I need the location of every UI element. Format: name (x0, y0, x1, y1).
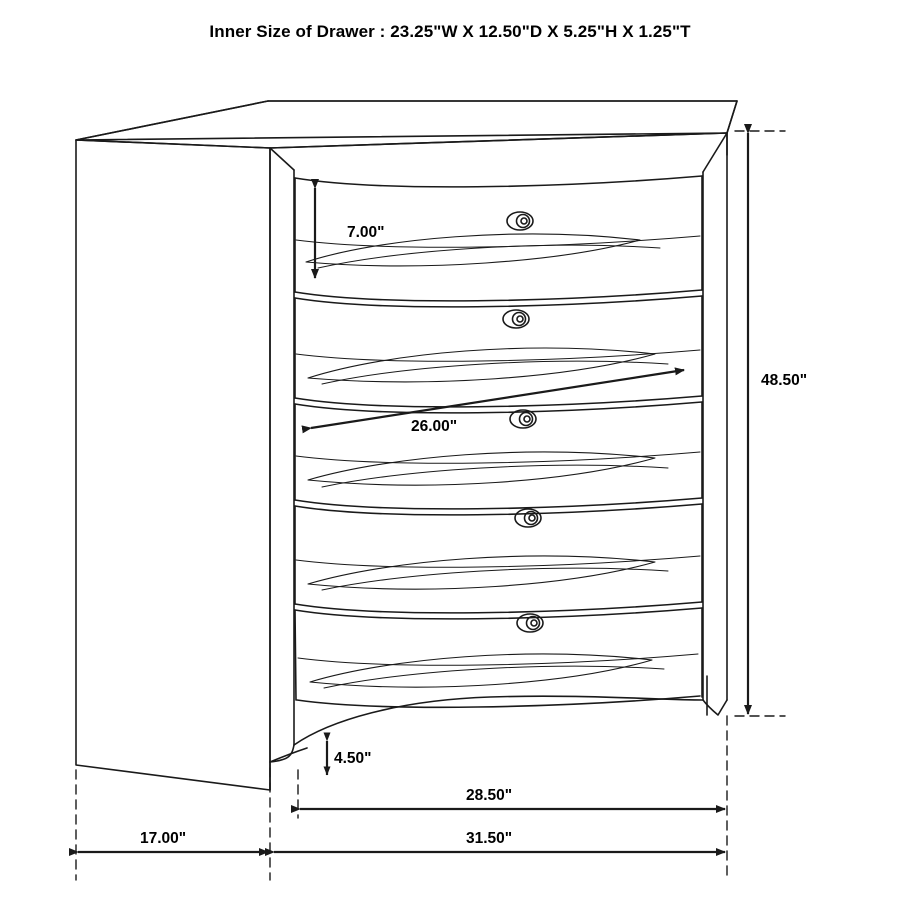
drawer-4-bottom (295, 602, 702, 613)
dim-label-total-height: 48.50" (761, 372, 808, 389)
dim-label-toe-kick: 4.50" (334, 750, 372, 767)
drawer-handle (503, 310, 529, 328)
drawer-handle (515, 509, 541, 527)
dim-label-drawer-width: 26.00" (411, 418, 458, 435)
dim-label-top-drawer-height: 7.00" (347, 224, 385, 241)
drawer-handle (510, 410, 536, 428)
drawer-1-top (295, 176, 702, 187)
toe-kick (294, 696, 703, 745)
dim-label-depth: 17.00" (140, 830, 187, 847)
drawer-handle (517, 614, 543, 632)
page-title: Inner Size of Drawer : 23.25"W X 12.50"D X 5.25"H X 1.25"T (209, 22, 691, 41)
drawer-4-grain (308, 556, 655, 589)
drawer-1-bottom (295, 290, 702, 301)
drawer-handle (507, 212, 533, 230)
left-side-panel (76, 140, 270, 790)
drawer-5-grain (310, 654, 652, 687)
drawer-3-bottom (295, 498, 702, 509)
dim-label-front-base-width: 28.50" (466, 787, 513, 804)
drawer-2-bottom (295, 396, 702, 407)
dim-label-total-width: 31.50" (466, 830, 513, 847)
